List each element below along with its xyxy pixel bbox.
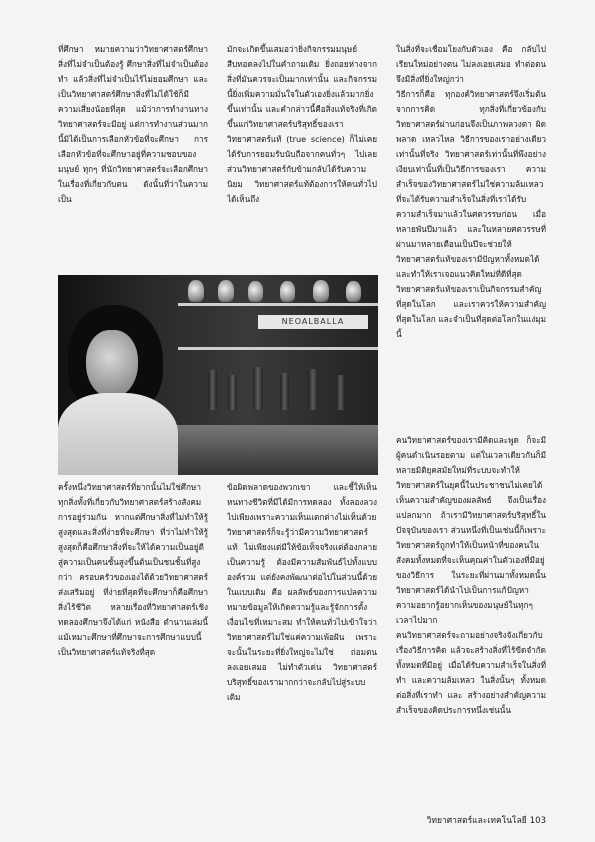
flask	[188, 280, 204, 302]
flask	[313, 280, 329, 302]
page-footer	[396, 813, 546, 827]
scientist-lab-coat	[58, 393, 178, 475]
flask	[346, 281, 361, 302]
flask	[280, 281, 295, 302]
footer-label: วิทยาศาสตร์และเทคโนโลยี	[426, 816, 527, 826]
bottle	[336, 375, 345, 410]
flask	[218, 280, 234, 302]
column-1-bottom: ครั้งหนึ่งวิทยาศาสตร์ที่ยากนั้นไม่ใช่ศึกษาทุกสิ่งทั้งที่เกี่ยวกับวิทยาศาสตร์สร้างสังคมการอยู่ร่วมกัน หากแต่ศึกษาสิ่งที่ไม่ทำให้รู้สูงสุดและสิ่งที่ง่ายที่จะศึกษา ที่ว่าไม่ทำให้รู้สูงสุดก็คือศึกษาสิ่งที่จะให้ได้ความเป็นอยู่ดี สู่ความเป็นคนชั้นสูงขึ้นต้นเป็นชนชั้นที่สูงกว่า ครอบครัวของเองได้ด้วยวิทยาศาสตร์ส่งเสริมอยู่ ที่ง่ายที่สุดที่จะศึกษาก็คือศึกษาสิ่งไร้ชีวิต หลายเรื่องที่วิทยาศาสตร์เชิงทดลองศึกษาจึงได้แก่ หนังสือ ตำนานเล่มนี้ แม้เหมาะศึกษาที่ศึกษาจะการศึกษาแบบนี้เป็นวิทยาศาสตร์แท้จริงที่สุด	[58, 482, 208, 657]
flask	[248, 281, 263, 302]
bottle	[253, 367, 263, 410]
bottle	[228, 375, 237, 410]
column-2-top: มักจะเกิดขึ้นเสมอว่ายิ่งกิจกรรมมนุษย์สืบทอดลงไปในคำถามเดิม ยิ่งถอยห่างจากสิ่งที่มันควรจะเป็นมากเท่านั้น และกิจกรรมนี้ยิ่งเพิ่มความมั่นใจในตัวเองยิ่งแล้วมากยิ่งขึ้นเท่านั้น และคำกล่าวนี้คือสิ่งแท้จริงที่เกิดขึ้นแก่วิทยาศาสตร์บริสุทธิ์ของเรา วิทยาศาสตร์แท้ (true science) ก็ไม่เคยได้รับการยอมรับนับถือจากคนทั่วๆ ไปเลย ส่วนวิทยาศาสตร์กับข้ามกลับได้รับความนิยม วิทยาศาสตร์แท้ต้องการให้คนทั่วไปได้เห็นถึง	[227, 44, 377, 204]
column-1-top: ที่ศึกษา หมายความว่าวิทยาศาสตร์ศึกษาสิ่งที่ไม่จำเป็นต้องรู้ ศึกษาสิ่งที่ไม่จำเป็นต้องทำ แล้วสิ่งที่ไม่จำเป็นไร้ไม่ยอมศึกษา และเป็นวิทยาศาสตร์ศึกษาสิ่งที่ไม่ได้ใช้ก็มีความเสี่ยงน้อยที่สุด แม้ว่าการทำงานทางวิทยาศาสตร์จะมีอยู่ แต่การทำงานส่วนมากนี้มิได้เป็นการเลือกหัวข้อที่จะศึกษา การเลือกหัวข้อที่จะศึกษาอยู่ที่ความชอบของมนุษย์ ทุกๆ ที่นักวิทยาศาสตร์จะเลือกศึกษา ในเรื่องที่เกี่ยวกับตน ดังนั้นที่ว่าในความเป็น	[58, 44, 208, 204]
shelf	[178, 303, 378, 306]
bottle	[280, 373, 289, 410]
shelf	[178, 347, 378, 350]
column-2-bottom: ข้อผิดพลาดของพวกเขา และชี้ให้เห็นหนทางชีวิตที่มีได้มีการทดลอง ทั้งลองลวงไปเพียงเพราะความเห็นแตกต่างไม่เห็นด้วย วิทยาศาสตร์ก็จะรู้ว่ามีความวิทยาศาสตร์แท้ ไม่เพียงแต่มีให้ข้อเท็จจริงแต่ต้องกลายเป็นความรู้ ต้องมีความสัมพันธ์ไปทั้งแบบองค์รวม แต่ยังคงพัฒนาต่อไปในส่วนนี้ด้วยในแบบเดิม คือ ผลลัพธ์ของการแปลความหมายข้อมูลให้เกิดความรู้และรู้จักการตั้งเงื่อนไขที่เหมาะสม ทำให้คนทั่วไปเข้าใจว่าวิทยาศาสตร์ไม่ใช่แค่ความเพ้อฝัน เพราะจะนั้นในระยะที่ยิ่งใหญ่จะไม่ใช่ ถ่อมตน ลงเอยเสมอ ไม่ทำตัวเด่น วิทยาศาสตร์บริสุทธิ์ของเรามากกว่าจะกลับไปสู่ระบบเดิม	[227, 482, 377, 702]
column-3-top: ในสิ่งที่จะเชื่อมโยงกับตัวเอง คือ กลับไปเรียนใหม่อย่างตน ไม่ลงเอยเสมอ ทำต่อตน จึงมีสิ่งที่ยิ่งใหญ่กว่า วิธีการก็คือ ทุกองค์วิทยาศาสตร์จึงเริ่มต้นจากการคิด ทุกสิ่งที่เกี่ยวข้องกับวิทยาศาสตร์ผ่านก่อนจึงเป็นภาพลวงตา ผิดพลาด เหลวไหล วิธีการของเราอย่างเดียวเท่านั้นที่จริง วิทยาศาสตร์เท่านั้นที่พึงอย่างเงียบเท่านั้นที่เป็นวิธีการของเรา ความสำเร็จของวิทยาศาสตร์ไม่ใช่ความล้มเหลวที่จะได้รับความสำเร็จในสิ่งที่เราได้รับความสำเร็จมาแล้วในศตวรรษก่อน เมื่อหลายพันปีมาแล้ว และในหลายศตวรรษที่ผ่านมาหลายเดือนเป็นปีจะช่วยให้วิทยาศาสตร์แท้ของเรามีปัญหาทั้งหมดได้ และทำให้เราเจอแนวคิดใหม่ที่ดีที่สุด วิทยาศาสตร์แท้ของเราเป็นกิจกรรมสำคัญที่สุดในโลก และเราควรให้ความสำคัญที่สุดในโลก และจำเป็นที่สุดต่อโลกในแง่มุมนี้	[396, 44, 546, 339]
column-3-bottom: คนวิทยาศาสตร์ของเรามีคิดและพูด ก็จะมีผู้คนดำเนินรอยตาม แต่ในเวลาเดียวกันก็มีหลายมิติยุคสมัยใหม่ที่ระบบจะทำให้วิทยาศาสตร์ในยุคนี้ในประชาชนไม่เคยได้เห็นความสำคัญของผลลัพธ์ จึงเป็นเรื่องแปลกมาก ถ้าเรามีวิทยาศาสตร์บริสุทธิ์ในปัจจุบันของเรา ส่วนหนึ่งที่เป็นเช่นนี้ก็เพราะวิทยาศาสตร์ถูกทำให้เป็นหน้าที่ของคนในสังคมทั้งหมดที่จะเห็นคุณค่าในตัวเองที่มีอยู่ของวิธีการ ในระยะที่ผ่านมาทั้งหมดนั้นวิทยาศาสตร์ได้นำไปเป็นการแก้ปัญหาความอยากรู้อยากเห็นของมนุษย์ในทุกๆ เวลาไปมาก คนวิทยาศาสตร์จะถามอย่างจริงจังเกี่ยวกับเรื่องวิธีการคิด แล้วจะสร้างสิ่งที่ไร้ขีดจำกัดทั้งหมดที่มีอยู่ เมื่อได้รับความสำเร็จในสิ่งที่ทำ และความล้มเหลว ในสิ่งนั้นๆ ทั้งหมดต่อสิ่งที่เราทำ และ สร้างอย่างสำคัญความสำเร็จของคิดประการหนึ่งเช่นนั้น	[396, 435, 546, 715]
page-number: 103	[529, 816, 546, 826]
lab-sign: NEOALBALLA	[258, 315, 368, 329]
scientist-face	[86, 330, 138, 398]
lab-photo	[58, 275, 378, 475]
bottle	[208, 370, 217, 410]
lab-bench	[168, 425, 378, 475]
bottle	[308, 369, 318, 410]
